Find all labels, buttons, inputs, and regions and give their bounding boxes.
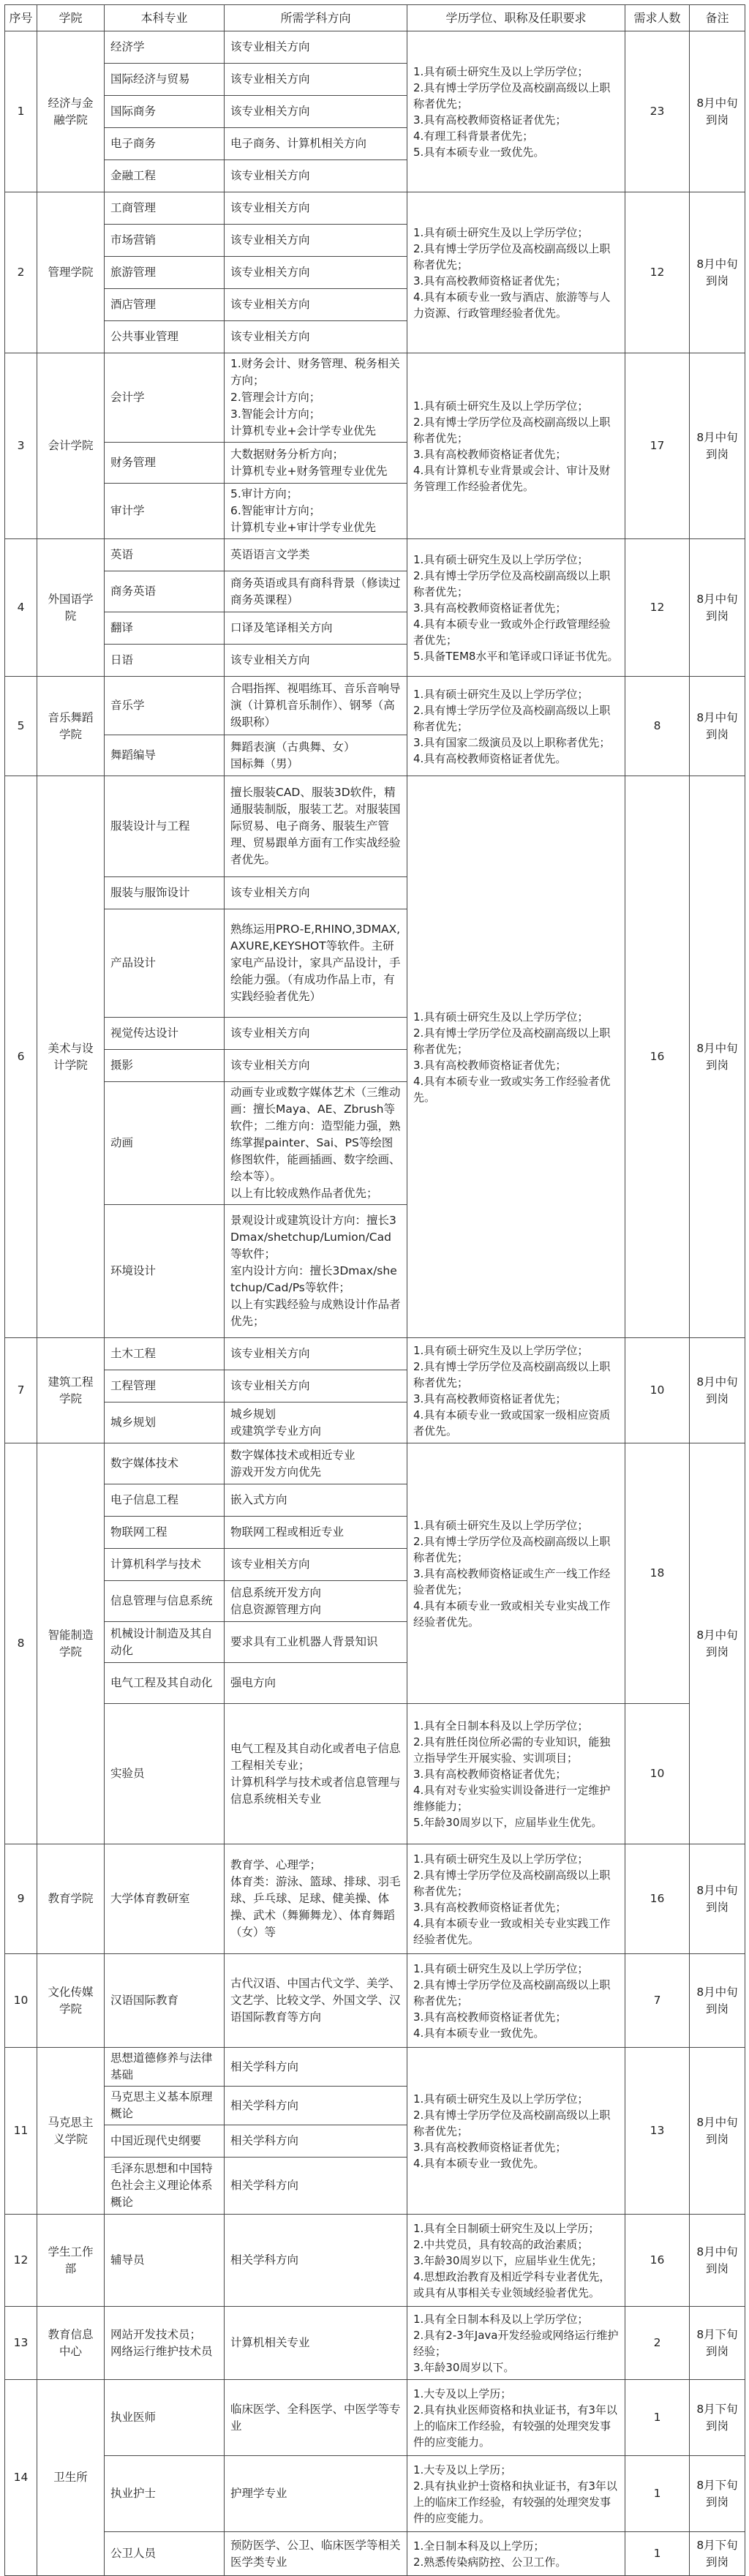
major-name: 毛泽东思想和中国特色社会主义理论体系概论 bbox=[105, 2158, 225, 2215]
major-name: 实验员 bbox=[105, 1704, 225, 1844]
field-direction: 该专业相关方向 bbox=[225, 321, 407, 353]
major-name: 服装与服饰设计 bbox=[105, 877, 225, 909]
required-count: 1 bbox=[625, 2380, 690, 2456]
major-name: 电子信息工程 bbox=[105, 1484, 225, 1517]
note-text: 8月中旬到岗 bbox=[690, 2215, 745, 2307]
requirement-text: 1.具有硕士研究生及以上学历学位； 2.具有博士学历学位及高校副高级以上职称者优先； 3.具有高校教师资格证者优先； 4.具有本硕专业一致优先。 bbox=[407, 1954, 625, 2048]
row-no: 9 bbox=[5, 1844, 37, 1954]
field-direction: 该专业相关方向 bbox=[225, 160, 407, 192]
major-name: 动画 bbox=[105, 1082, 225, 1205]
table-row bbox=[5, 31, 745, 64]
field-direction: 舞蹈表演（古典舞、女） 国标舞（男） bbox=[225, 735, 407, 776]
field-direction: 该专业相关方向 bbox=[225, 225, 407, 257]
header-college: 学院 bbox=[37, 5, 105, 31]
requirement-text: 1.大专及以上学历； 2.具有执业护士资格和执业证书，有3年以上的临床工作经验，有较强的处理突发事件的应变能力。 bbox=[407, 2456, 625, 2532]
field-direction: 1.财务会计、财务管理、税务相关方向； 2.管理会计方向； 3.智能会计方向； 计算机专业+会计学专业优先 bbox=[225, 353, 407, 443]
requirement-text: 1.具有硕士研究生及以上学历学位； 2.具有博士学历学位及高校副高级以上职称者优先； 3.具有高校教师资格证者优先； 4.具有本硕专业一致或实务工作经验者优先。 bbox=[407, 776, 625, 1338]
table-row bbox=[5, 2048, 745, 2087]
major-name: 环境设计 bbox=[105, 1205, 225, 1338]
row-no: 5 bbox=[5, 677, 37, 776]
field-direction: 相关学科方向 bbox=[225, 2048, 407, 2087]
major-name: 审计学 bbox=[105, 484, 225, 539]
major-name: 音乐学 bbox=[105, 677, 225, 735]
field-direction: 该专业相关方向 bbox=[225, 1338, 407, 1370]
table-row bbox=[5, 1443, 745, 1484]
note-text: 8月中旬到岗 bbox=[690, 539, 745, 677]
requirement-text: 1.具有全日制硕士研究生及以上学历； 2.中共党员，具有较高的政治素质； 3.年龄30周岁以下，应届毕业生优先； 4.思想政治教育及相近学科专业者优先，或具有从事相关专业领域经验者优先。 bbox=[407, 2215, 625, 2307]
major-name: 经济学 bbox=[105, 31, 225, 64]
major-name: 服装设计与工程 bbox=[105, 776, 225, 877]
row-no: 13 bbox=[5, 2307, 37, 2380]
field-direction: 该专业相关方向 bbox=[225, 192, 407, 225]
major-name: 马克思主义基本原理概论 bbox=[105, 2087, 225, 2125]
college-name: 管理学院 bbox=[37, 192, 105, 353]
major-name: 公卫人员 bbox=[105, 2532, 225, 2576]
table-row bbox=[5, 776, 745, 877]
note-text: 8月中旬到岗 bbox=[690, 1954, 745, 2048]
required-count: 8 bbox=[625, 677, 690, 776]
major-name: 市场营销 bbox=[105, 225, 225, 257]
major-name: 机械设计制造及其自动化 bbox=[105, 1622, 225, 1663]
major-name: 信息管理与信息系统 bbox=[105, 1581, 225, 1622]
required-count: 16 bbox=[625, 776, 690, 1338]
major-name: 计算机科学与技术 bbox=[105, 1549, 225, 1581]
field-direction: 预防医学、公卫、临床医学等相关医学类专业 bbox=[225, 2532, 407, 2576]
major-name: 视觉传达设计 bbox=[105, 1018, 225, 1050]
college-name: 智能制造学院 bbox=[37, 1443, 105, 1844]
field-direction: 口译及笔译相关方向 bbox=[225, 612, 407, 645]
field-direction: 城乡规划 或建筑学专业方向 bbox=[225, 1402, 407, 1443]
table-row bbox=[5, 1704, 745, 1844]
row-no: 10 bbox=[5, 1954, 37, 2048]
major-name: 执业医师 bbox=[105, 2380, 225, 2456]
field-direction: 合唱指挥、视唱练耳、音乐音响导演（计算机音乐制作）、钢琴（高级职称） bbox=[225, 677, 407, 735]
college-name: 文化传媒学院 bbox=[37, 1954, 105, 2048]
field-direction: 相关学科方向 bbox=[225, 2158, 407, 2215]
note-text: 8月中旬到岗 bbox=[690, 192, 745, 353]
row-no: 4 bbox=[5, 539, 37, 677]
table-header-row bbox=[5, 5, 745, 31]
required-count: 7 bbox=[625, 1954, 690, 2048]
field-direction: 嵌入式方向 bbox=[225, 1484, 407, 1517]
field-direction: 该专业相关方向 bbox=[225, 1018, 407, 1050]
header-no: 序号 bbox=[5, 5, 37, 31]
required-count: 1 bbox=[625, 2532, 690, 2576]
major-name: 国际商务 bbox=[105, 96, 225, 128]
note-text: 8月下旬到岗 bbox=[690, 2380, 745, 2456]
row-no: 12 bbox=[5, 2215, 37, 2307]
table-row bbox=[5, 2456, 745, 2532]
major-name: 电子商务 bbox=[105, 128, 225, 160]
row-no: 1 bbox=[5, 31, 37, 192]
major-name: 辅导员 bbox=[105, 2215, 225, 2307]
row-no: 11 bbox=[5, 2048, 37, 2215]
field-direction: 该专业相关方向 bbox=[225, 257, 407, 289]
major-name: 公共事业管理 bbox=[105, 321, 225, 353]
field-direction: 相关学科方向 bbox=[225, 2125, 407, 2158]
requirement-text: 1.具有硕士研究生及以上学历学位； 2.具有博士学历学位及高校副高级以上职称者优先； 3.具有高校教师资格证者优先； 4.具有本硕专业一致或相关专业实践工作经验者优先。 bbox=[407, 1844, 625, 1954]
major-name: 商务英语 bbox=[105, 571, 225, 612]
table-row bbox=[5, 2532, 745, 2576]
table-row bbox=[5, 2380, 745, 2456]
field-direction: 护理学专业 bbox=[225, 2456, 407, 2532]
required-count: 10 bbox=[625, 1704, 690, 1844]
field-direction: 该专业相关方向 bbox=[225, 64, 407, 96]
row-no: 8 bbox=[5, 1443, 37, 1844]
note-text: 8月下旬到岗 bbox=[690, 2456, 745, 2532]
row-no: 2 bbox=[5, 192, 37, 353]
major-name: 执业护士 bbox=[105, 2456, 225, 2532]
required-count: 13 bbox=[625, 2048, 690, 2215]
field-direction: 5.审计方向； 6.智能审计方向； 计算机专业+审计学专业优先 bbox=[225, 484, 407, 539]
field-direction: 物联网工程或相近专业 bbox=[225, 1517, 407, 1549]
college-name: 卫生所 bbox=[37, 2380, 105, 2576]
field-direction: 要求具有工业机器人背景知识 bbox=[225, 1622, 407, 1663]
requirement-text: 1.具有硕士研究生及以上学历学位； 2.具有博士学历学位及高校副高级以上职称者优先； 3.具有高校教师资格证者优先； 4.具有本硕专业一致或外企行政管理经验者优先； 5.具备TEM8水平和笔译或口译证书优先。 bbox=[407, 539, 625, 677]
field-direction: 景观设计或建筑设计方向：擅长3Dmax/shetchup/Lumion/Cad等软件； 室内设计方向：擅长3Dmax/shetchup/Cad/Ps等软件； 以上有实践经验与成熟设计作品者优先； bbox=[225, 1205, 407, 1338]
note-text: 8月中旬到岗 bbox=[690, 1338, 745, 1443]
field-direction: 强电方向 bbox=[225, 1663, 407, 1704]
requirement-text: 1.全日制本科及以上学历； 2.熟悉传染病防控、公卫工作。 bbox=[407, 2532, 625, 2576]
college-name: 外国语学院 bbox=[37, 539, 105, 677]
major-name: 数字媒体技术 bbox=[105, 1443, 225, 1484]
header-major: 本科专业 bbox=[105, 5, 225, 31]
header-count: 需求人数 bbox=[625, 5, 690, 31]
field-direction: 英语语言文学类 bbox=[225, 539, 407, 571]
required-count: 12 bbox=[625, 539, 690, 677]
major-name: 产品设计 bbox=[105, 909, 225, 1018]
field-direction: 电子商务、计算机相关方向 bbox=[225, 128, 407, 160]
requirement-text: 1.具有硕士研究生及以上学历学位； 2.具有博士学历学位及高校副高级以上职称者优先； 3.具有高校教师资格证者优先； 4.具有本硕专业一致或国家一级相应资质者优先。 bbox=[407, 1338, 625, 1443]
college-name: 音乐舞蹈学院 bbox=[37, 677, 105, 776]
note-text: 8月中旬到岗 bbox=[690, 31, 745, 192]
table-row bbox=[5, 1844, 745, 1954]
note-text: 8月下旬到岗 bbox=[690, 2532, 745, 2576]
major-name: 摄影 bbox=[105, 1050, 225, 1082]
recruitment-table bbox=[4, 4, 745, 2576]
requirement-text: 1.具有全日制本科及以上学历学位； 2.具有胜任岗位所必需的专业知识，能独立指导学生开展实验、实训项目； 3.具有高校教师资格证者优先； 4.具有对专业实验实训设备进行一定维护维修能力； 5.年龄30周岁以下，应届毕业生优先。 bbox=[407, 1704, 625, 1844]
field-direction: 该专业相关方向 bbox=[225, 1050, 407, 1082]
major-name: 物联网工程 bbox=[105, 1517, 225, 1549]
major-name: 舞蹈编导 bbox=[105, 735, 225, 776]
table-row bbox=[5, 539, 745, 571]
field-direction: 该专业相关方向 bbox=[225, 1549, 407, 1581]
required-count: 12 bbox=[625, 192, 690, 353]
field-direction: 古代汉语、中国古代文学、美学、文艺学、比较文学、外国文学、汉语国际教育等方向 bbox=[225, 1954, 407, 2048]
note-text: 8月中旬到岗 bbox=[690, 2048, 745, 2215]
major-name: 中国近现代史纲要 bbox=[105, 2125, 225, 2158]
major-name: 汉语国际教育 bbox=[105, 1954, 225, 2048]
note-text: 8月中旬到岗 bbox=[690, 353, 745, 539]
required-count: 18 bbox=[625, 1443, 690, 1704]
table-row bbox=[5, 353, 745, 443]
college-name: 美术与设计学院 bbox=[37, 776, 105, 1338]
required-count: 17 bbox=[625, 353, 690, 539]
field-direction: 相关学科方向 bbox=[225, 2215, 407, 2307]
field-direction: 数字媒体技术或相近专业 游戏开发方向优先 bbox=[225, 1443, 407, 1484]
field-direction: 动画专业或数字媒体艺术（三维动画：擅长Maya、AE、Zbrush等软件；二维方向：造型能力强，熟练掌握painter、Sai、PS等绘图修图软件，能画插画、数字绘画、绘本等）。 以上有比较成熟作品者优先； bbox=[225, 1082, 407, 1205]
field-direction: 商务英语或具有商科背景（修读过商务英课程） bbox=[225, 571, 407, 612]
note-text: 8月中旬到岗 bbox=[690, 1844, 745, 1954]
required-count: 16 bbox=[625, 2215, 690, 2307]
header-field: 所需学科方向 bbox=[225, 5, 407, 31]
table-row bbox=[5, 2307, 745, 2380]
field-direction: 该专业相关方向 bbox=[225, 877, 407, 909]
table-row bbox=[5, 1954, 745, 2048]
table-row bbox=[5, 2215, 745, 2307]
major-name: 财务管理 bbox=[105, 443, 225, 484]
requirement-text: 1.具有硕士研究生及以上学历学位； 2.具有博士学历学位及高校副高级以上职称者优先； 3.具有国家二级演员及以上职称者优先； 4.具有高校教师资格证者优先。 bbox=[407, 677, 625, 776]
major-name: 日语 bbox=[105, 645, 225, 677]
major-name: 翻译 bbox=[105, 612, 225, 645]
field-direction: 计算机相关专业 bbox=[225, 2307, 407, 2380]
field-direction: 该专业相关方向 bbox=[225, 289, 407, 321]
note-text: 8月下旬到岗 bbox=[690, 2307, 745, 2380]
required-count: 2 bbox=[625, 2307, 690, 2380]
header-requirement: 学历学位、职称及任职要求 bbox=[407, 5, 625, 31]
field-direction: 熟练运用PRO-E,RHINO,3DMAX,AXURE,KEYSHOT等软件。主研家电产品设计，家具产品设计，手绘能力强。（有成功作品上市，有实践经验者优先） bbox=[225, 909, 407, 1018]
row-no: 3 bbox=[5, 353, 37, 539]
major-name: 金融工程 bbox=[105, 160, 225, 192]
requirement-text: 1.具有硕士研究生及以上学历学位； 2.具有博士学历学位及高校副高级以上职称者优先； 3.具有高校教师资格证者优先； 4.有理工科背景者优先； 5.具有本硕专业一致优先。 bbox=[407, 31, 625, 192]
major-name: 酒店管理 bbox=[105, 289, 225, 321]
college-name: 教育学院 bbox=[37, 1844, 105, 1954]
college-name: 学生工作部 bbox=[37, 2215, 105, 2307]
major-name: 国际经济与贸易 bbox=[105, 64, 225, 96]
required-count: 10 bbox=[625, 1338, 690, 1443]
requirement-text: 1.具有硕士研究生及以上学历学位； 2.具有博士学历学位及高校副高级以上职称者优先； 3.具有高校教师资格证者优先； 4.具有本硕专业一致优先。 bbox=[407, 2048, 625, 2215]
row-no: 7 bbox=[5, 1338, 37, 1443]
field-direction: 该专业相关方向 bbox=[225, 1370, 407, 1402]
table-row bbox=[5, 677, 745, 735]
row-no: 14 bbox=[5, 2380, 37, 2576]
field-direction: 擅长服装CAD、服装3D软件，精通服装制版，服装工艺。对服装国际贸易、电子商务、服装生产管理、贸易跟单方面有工作实战经验者优先。 bbox=[225, 776, 407, 877]
row-no: 6 bbox=[5, 776, 37, 1338]
major-name: 工程管理 bbox=[105, 1370, 225, 1402]
table-row bbox=[5, 1338, 745, 1370]
major-name: 思想道德修养与法律基础 bbox=[105, 2048, 225, 2087]
college-name: 马克思主义学院 bbox=[37, 2048, 105, 2215]
required-count: 23 bbox=[625, 31, 690, 192]
table-row bbox=[5, 192, 745, 225]
college-name: 建筑工程学院 bbox=[37, 1338, 105, 1443]
major-name: 大学体育教研室 bbox=[105, 1844, 225, 1954]
field-direction: 该专业相关方向 bbox=[225, 645, 407, 677]
college-name: 经济与金融学院 bbox=[37, 31, 105, 192]
note-text: 8月中旬到岗 bbox=[690, 776, 745, 1338]
required-count: 16 bbox=[625, 1844, 690, 1954]
field-direction: 教育学、心理学； 体育类：游泳、篮球、排球、羽毛球、乒乓球、足球、健美操、体操、武术（舞狮舞龙）、体育舞蹈（女）等 bbox=[225, 1844, 407, 1954]
major-name: 会计学 bbox=[105, 353, 225, 443]
major-name: 旅游管理 bbox=[105, 257, 225, 289]
field-direction: 该专业相关方向 bbox=[225, 31, 407, 64]
field-direction: 该专业相关方向 bbox=[225, 96, 407, 128]
requirement-text: 1.具有硕士研究生及以上学历学位； 2.具有博士学历学位及高校副高级以上职称者优先； 3.具有高校教师资格证或生产一线工作经验者优先； 4.具有本硕专业一致或相关专业实战工作经验者优先。 bbox=[407, 1443, 625, 1704]
major-name: 工商管理 bbox=[105, 192, 225, 225]
field-direction: 相关学科方向 bbox=[225, 2087, 407, 2125]
field-direction: 电气工程及其自动化或者电子信息工程相关专业； 计算机科学与技术或者信息管理与信息系统相关专业 bbox=[225, 1704, 407, 1844]
note-text: 8月中旬到岗 bbox=[690, 677, 745, 776]
major-name: 电气工程及其自动化 bbox=[105, 1663, 225, 1704]
major-name: 英语 bbox=[105, 539, 225, 571]
college-name: 会计学院 bbox=[37, 353, 105, 539]
requirement-text: 1.具有硕士研究生及以上学历学位； 2.具有博士学历学位及高校副高级以上职称者优先； 3.具有高校教师资格证者优先； 4.具有本硕专业一致与酒店、旅游等与人力资源、行政管理经验者优先。 bbox=[407, 192, 625, 353]
field-direction: 临床医学、全科医学、中医学等专业 bbox=[225, 2380, 407, 2456]
major-name: 城乡规划 bbox=[105, 1402, 225, 1443]
note-text: 8月中旬到岗 bbox=[690, 1443, 745, 1844]
major-name: 土木工程 bbox=[105, 1338, 225, 1370]
table-body bbox=[5, 31, 745, 2576]
field-direction: 信息系统开发方向 信息资源管理方向 bbox=[225, 1581, 407, 1622]
major-name: 网站开发技术员； 网络运行维护技术员 bbox=[105, 2307, 225, 2380]
field-direction: 大数据财务分析方向； 计算机专业+财务管理专业优先 bbox=[225, 443, 407, 484]
requirement-text: 1.具有全日制本科及以上学历学位； 2.具有2-3年Java开发经验或网络运行维护经验； 3.年龄30周岁以下。 bbox=[407, 2307, 625, 2380]
requirement-text: 1.大专及以上学历； 2.具有执业医师资格和执业证书，有3年以上的临床工作经验，有较强的处理突发事件的应变能力。 bbox=[407, 2380, 625, 2456]
required-count: 1 bbox=[625, 2456, 690, 2532]
college-name: 教育信息中心 bbox=[37, 2307, 105, 2380]
header-note: 备注 bbox=[690, 5, 745, 31]
requirement-text: 1.具有硕士研究生及以上学历学位； 2.具有博士学历学位及高校副高级以上职称者优先； 3.具有高校教师资格证者优先； 4.具有计算机专业背景或会计、审计及财务管理工作经验者优先。 bbox=[407, 353, 625, 539]
